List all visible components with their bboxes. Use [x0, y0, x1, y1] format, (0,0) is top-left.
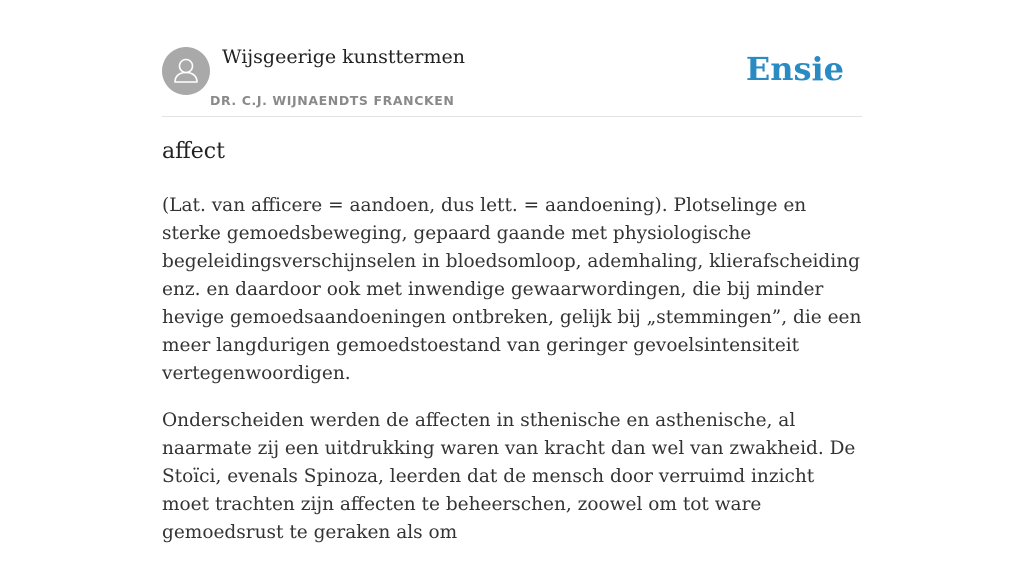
- author-name[interactable]: DR. C.J. WIJNAENDTS FRANCKEN: [210, 93, 455, 108]
- book-title[interactable]: Wijsgeerige kunsttermen: [222, 46, 466, 68]
- header: [162, 46, 862, 117]
- brand-logo[interactable]: Ensie: [745, 50, 844, 88]
- entry-paragraph: (Lat. van afficere = aandoen, dus lett. = aandoening). Plotselinge en sterke gemoedsbeweging, gepaard gaande met physiologische begeleidingsverschijnselen in bloedsomloop, ademhaling, klierafscheiding enz. en daardoor ook met inwendige gewaarwordingen, die bij minder hevige gemoedsaandoeningen ontbreken, gelijk bij „stemmingen”, die een meer langdurigen gemoedstoestand van geringer gevoelsintensiteit vertegenwoordigen.: [162, 195, 862, 384]
- user-icon: [162, 47, 210, 95]
- entry-content: [162, 192, 862, 566]
- author-avatar[interactable]: [162, 47, 210, 95]
- entry-paragraph: Onderscheiden werden de affecten in sthenische en asthenische, al naarmate zij een uitdrukking waren van kracht dan wel van zwakheid. De Stoïci, evenals Spinoza, leerden dat de mensch door verruimd inzicht moet trachten zijn affecten te beheerschen, zoowel om tot ware gemoedsrust te geraken als om: [162, 410, 856, 543]
- entry-title: affect: [162, 139, 225, 164]
